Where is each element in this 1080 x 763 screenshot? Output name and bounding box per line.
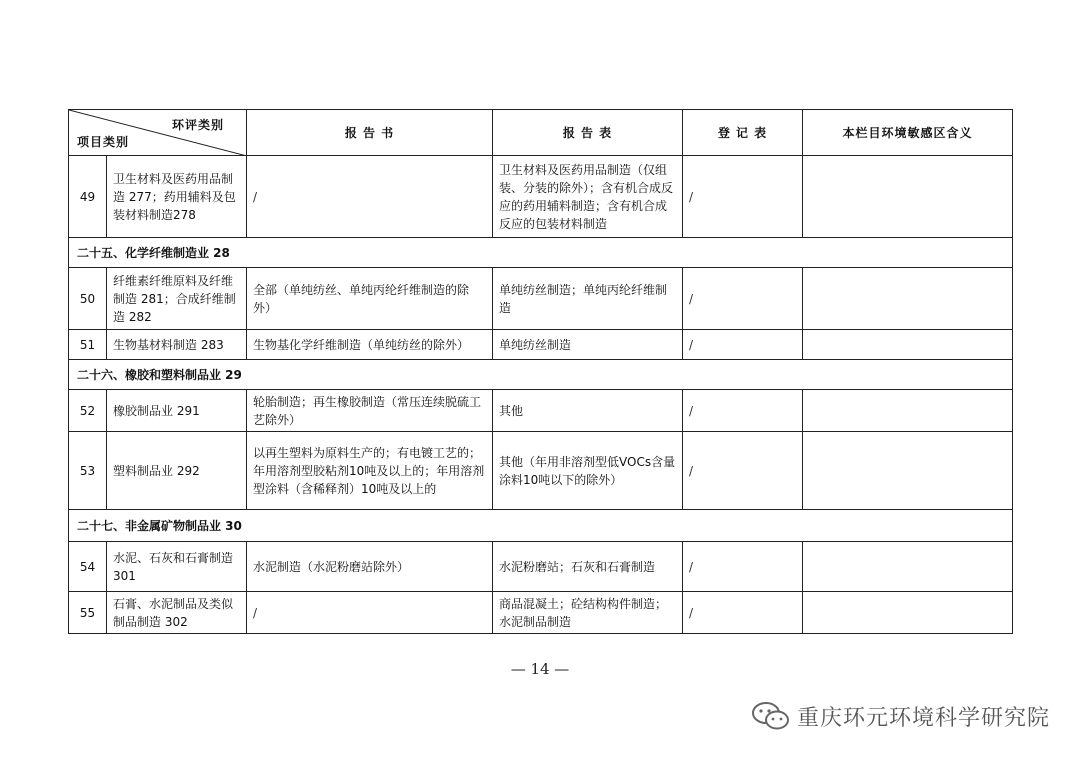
- col-sensitive: 本栏目环境敏感区含义: [803, 110, 1013, 156]
- register-cell: /: [683, 330, 803, 360]
- project-category: 橡胶制品业 291: [107, 390, 247, 432]
- report-book-cell: 水泥制造（水泥粉磨站除外）: [247, 542, 493, 592]
- section-title: 二十六、橡胶和塑料制品业 29: [69, 360, 1013, 390]
- col-register: 登 记 表: [683, 110, 803, 156]
- table-row: [69, 390, 1013, 432]
- register-cell: /: [683, 390, 803, 432]
- project-category: 生物基材料制造 283: [107, 330, 247, 360]
- sensitive-cell: [803, 268, 1013, 330]
- report-form-cell: 其他: [493, 390, 683, 432]
- col-report-book: 报 告 书: [247, 110, 493, 156]
- report-book-cell: 以再生塑料为原料生产的；有电镀工艺的；年用溶剂型胶粘剂10吨及以上的；年用溶剂型涂料（含稀释剂）10吨及以上的: [247, 432, 493, 510]
- report-book-cell: /: [247, 592, 493, 634]
- section-title: 二十五、化学纤维制造业 28: [69, 238, 1013, 268]
- project-category: 塑料制品业 292: [107, 432, 247, 510]
- col-report-form: 报 告 表: [493, 110, 683, 156]
- row-number: 49: [69, 156, 107, 238]
- watermark-text: 重庆环元环境科学研究院: [796, 705, 1050, 731]
- project-category: 纤维素纤维原料及纤维制造 281；合成纤维制造 282: [107, 268, 247, 330]
- classification-table: [68, 109, 1013, 634]
- sensitive-cell: [803, 390, 1013, 432]
- row-number: 51: [69, 330, 107, 360]
- row-number: 53: [69, 432, 107, 510]
- row-number: 55: [69, 592, 107, 634]
- report-form-cell: 单纯纺丝制造: [493, 330, 683, 360]
- sensitive-cell: [803, 330, 1013, 360]
- sensitive-cell: [803, 542, 1013, 592]
- sensitive-cell: [803, 592, 1013, 634]
- register-cell: /: [683, 432, 803, 510]
- table-row: [69, 156, 1013, 238]
- register-cell: /: [683, 592, 803, 634]
- report-form-cell: 卫生材料及医药用品制造（仅组装、分装的除外）；含有机合成反应的药用辅料制造；含有机合成反应的包装材料制造: [493, 156, 683, 238]
- sensitive-cell: [803, 156, 1013, 238]
- table-row: [69, 542, 1013, 592]
- watermark: [751, 700, 1050, 732]
- section-row: [69, 360, 1013, 390]
- section-title: 二十七、非金属矿物制品业 30: [69, 510, 1013, 542]
- header-row: [69, 110, 1013, 156]
- section-row: [69, 510, 1013, 542]
- row-number: 52: [69, 390, 107, 432]
- register-cell: /: [683, 542, 803, 592]
- report-book-cell: /: [247, 156, 493, 238]
- corner-header-cell: [69, 110, 247, 156]
- register-cell: /: [683, 156, 803, 238]
- table-row: [69, 592, 1013, 634]
- project-category: 卫生材料及医药用品制造 277；药用辅料及包装材料制造278: [107, 156, 247, 238]
- project-category: 水泥、石灰和石膏制造 301: [107, 542, 247, 592]
- corner-top-label: 环评类别: [171, 118, 224, 132]
- report-form-cell: 水泥粉磨站；石灰和石膏制造: [493, 542, 683, 592]
- register-cell: /: [683, 268, 803, 330]
- report-book-cell: 生物基化学纤维制造（单纯纺丝的除外）: [247, 330, 493, 360]
- report-form-cell: 其他（年用非溶剂型低VOCs含量涂料10吨以下的除外）: [493, 432, 683, 510]
- report-form-cell: 单纯纺丝制造；单纯丙纶纤维制造: [493, 268, 683, 330]
- page-number: — 14 —: [510, 660, 570, 678]
- report-book-cell: 全部（单纯纺丝、单纯丙纶纤维制造的除外）: [247, 268, 493, 330]
- corner-bottom-label: 项目类别: [77, 135, 130, 149]
- wechat-icon: [751, 701, 791, 731]
- row-number: 50: [69, 268, 107, 330]
- report-form-cell: 商品混凝土；砼结构构件制造；水泥制品制造: [493, 592, 683, 634]
- table-row: [69, 432, 1013, 510]
- table-row: [69, 268, 1013, 330]
- report-book-cell: 轮胎制造；再生橡胶制造（常压连续脱硫工艺除外）: [247, 390, 493, 432]
- table-row: [69, 330, 1013, 360]
- sensitive-cell: [803, 432, 1013, 510]
- project-category: 石膏、水泥制品及类似制品制造 302: [107, 592, 247, 634]
- section-row: [69, 238, 1013, 268]
- row-number: 54: [69, 542, 107, 592]
